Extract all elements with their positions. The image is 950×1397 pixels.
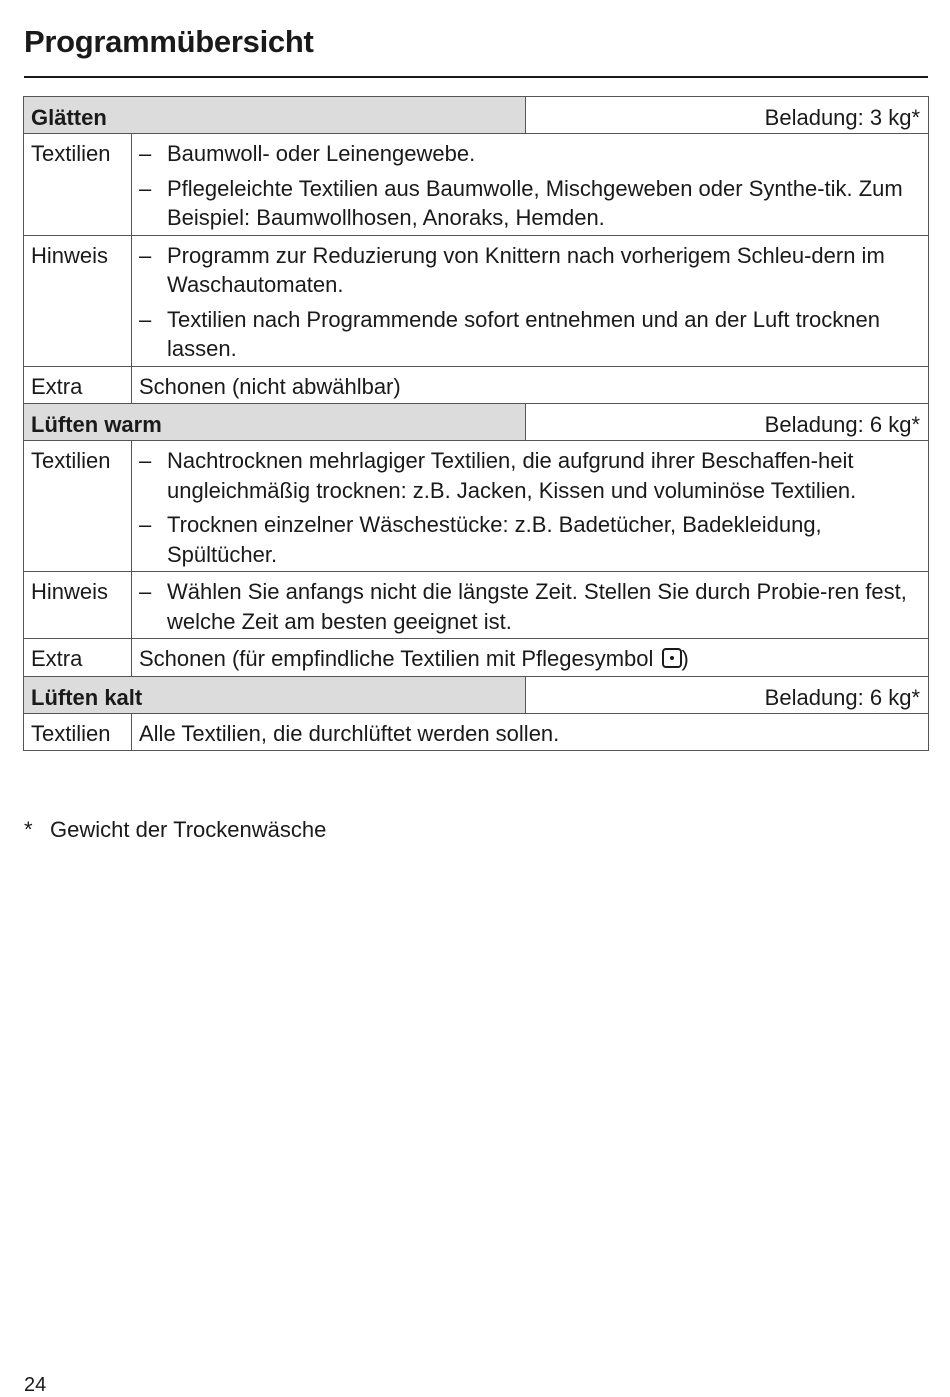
dash-marker: – [139, 448, 152, 473]
list-item: – Textilien nach Programmende sofort entnehmen und an der Luft trocknen lassen. [139, 306, 880, 361]
program-name: Lüften warm [24, 404, 526, 441]
row-label-textilien: Textilien [24, 713, 132, 751]
dash-marker: – [139, 175, 152, 201]
dash-marker: – [139, 579, 152, 604]
list-item: – Pflegeleichte Textilien aus Baumwolle, Mischgeweben oder Synthe-tik. Zum Beispiel: Baumwollhosen, Anoraks, Hemden. [139, 175, 903, 230]
list-item: – Wählen Sie anfangs nicht die längste Zeit. Stellen Sie durch Probie-ren fest, welche Zeit am besten geeignet ist. [139, 579, 907, 634]
row-label-hinweis: Hinweis [24, 235, 132, 366]
program-load: Beladung: 6 kg* [526, 676, 929, 713]
table-row [24, 366, 929, 404]
footnote-mark: * [24, 817, 33, 842]
care-symbol-icon [662, 648, 682, 668]
dash-marker: – [139, 512, 152, 537]
dash-marker: – [139, 306, 152, 332]
dash-marker: – [139, 141, 152, 166]
table-row [24, 235, 929, 366]
page-title: Programmübersicht [24, 24, 314, 59]
list-item: – Trocknen einzelner Wäschestücke: z.B. Badetücher, Badekleidung, Spültücher. [139, 512, 822, 567]
page-number: 24 [24, 1374, 47, 1396]
program-load: Beladung: 3 kg* [526, 97, 929, 134]
row-content [132, 134, 929, 236]
row-content: Alle Textilien, die durchlüftet werden sollen. [132, 713, 929, 751]
row-label-textilien: Textilien [24, 441, 132, 572]
footnote-text: Gewicht der Trockenwäsche [50, 817, 327, 842]
row-content [132, 441, 929, 572]
row-content [132, 235, 929, 366]
table-row [24, 441, 929, 572]
row-label-extra: Extra [24, 366, 132, 404]
row-label-extra: Extra [24, 639, 132, 677]
row-label-textilien: Textilien [24, 134, 132, 236]
list-item: – Baumwoll- oder Leinengewebe. [139, 139, 922, 169]
program-header-glaetten [24, 97, 929, 134]
row-content: Schonen (für empfindliche Textilien mit Pflegesymbol ) [132, 639, 929, 677]
list-item: – Nachtrocknen mehrlagiger Textilien, die aufgrund ihrer Beschaffen-heit ungleichmäßig trocknen: z.B. Jacken, Kissen und voluminöse Textilien. [139, 448, 857, 503]
row-content [132, 572, 929, 639]
program-header-lueften-warm [24, 404, 929, 441]
table-row [24, 639, 929, 677]
program-header-lueften-kalt [24, 676, 929, 713]
table-row [24, 713, 929, 751]
row-label-hinweis: Hinweis [24, 572, 132, 639]
list-item: – Programm zur Reduzierung von Knittern nach vorherigem Schleu-dern im Waschautomaten. [139, 242, 885, 297]
program-name: Lüften kalt [24, 676, 526, 713]
table-row [24, 134, 929, 236]
program-overview-table [23, 96, 929, 751]
dash-marker: – [139, 242, 152, 268]
title-rule [24, 76, 928, 78]
program-name: Glätten [24, 97, 526, 134]
footnote [24, 817, 326, 843]
program-load: Beladung: 6 kg* [526, 404, 929, 441]
table-row [24, 572, 929, 639]
row-content: Schonen (nicht abwählbar) [132, 366, 929, 404]
